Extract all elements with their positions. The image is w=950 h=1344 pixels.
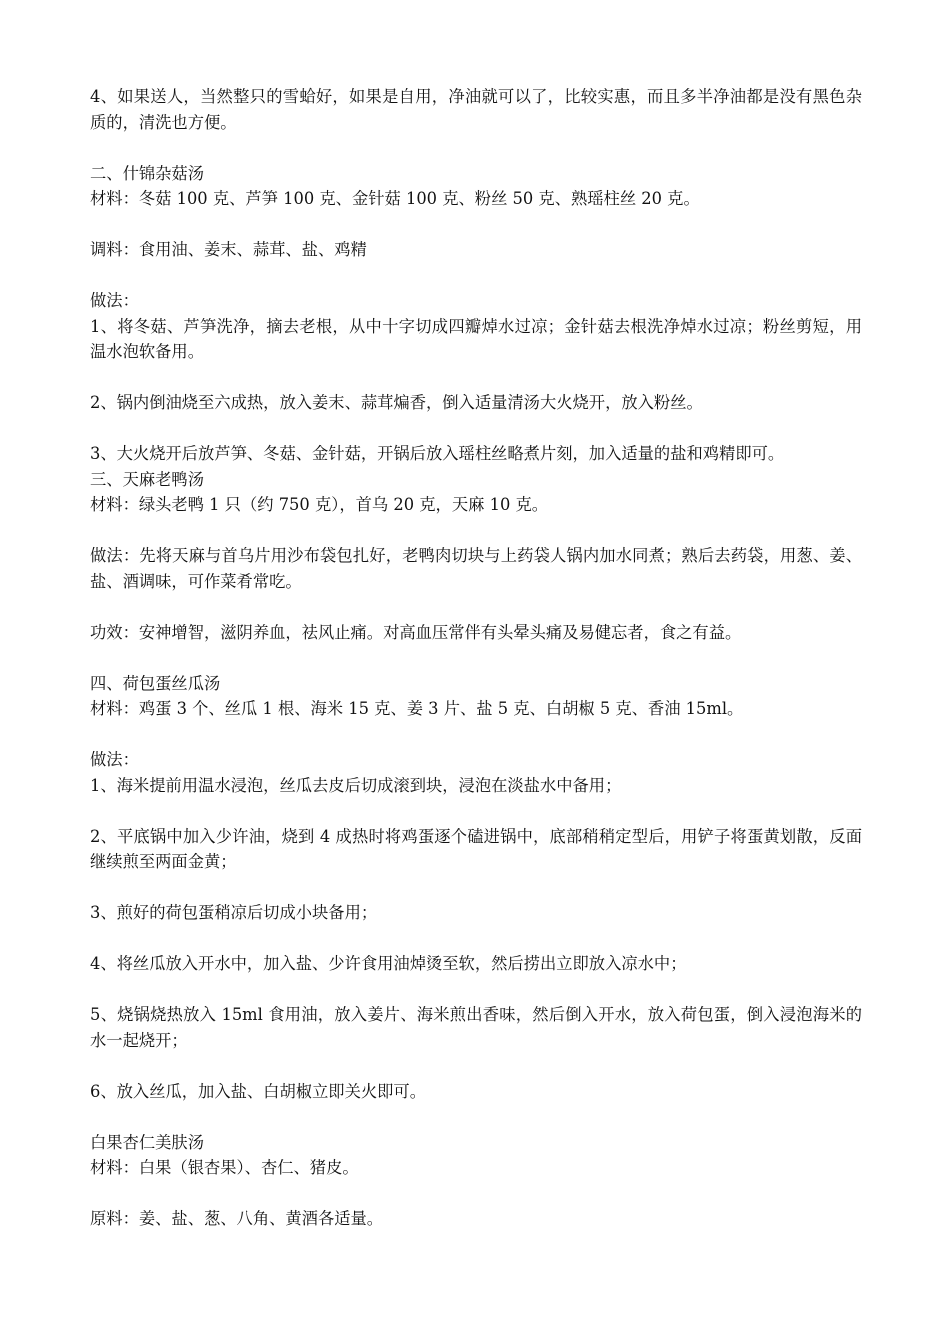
soup5-ingredients: 原料：姜、盐、葱、八角、黄酒各适量。 [90,1209,384,1228]
soup4-step-1: 1、海米提前用温水浸泡，丝瓜去皮后切成滚到块，浸泡在淡盐水中备用； [90,775,622,795]
soup3-method: 做法：先将天麻与首乌片用沙布袋包扎好，老鸭肉切块与上药袋人锅内加水同煮；熟后去药袋，用葱、姜、盐、酒调味，可作菜肴常吃。 [90,546,862,591]
soup4-title: 四、荷包蛋丝瓜汤 [90,673,221,693]
soup5-materials: 材料：白果（银杏果）、杏仁、猪皮。 [90,1158,359,1177]
soup2-step-3: 3、大火烧开后放芦笋、冬菇、金针菇，开锅后放入瑶柱丝略煮片刻，加入适量的盐和鸡精即可。 [90,444,785,463]
intro-item-4: 4、如果送人，当然整只的雪蛤好，如果是自用，净油就可以了，比较实惠，而且多半净油都是没有黑色杂质的，清洗也方便。 [90,87,862,132]
soup2-step-2: 2、锅内倒油烧至六成热，放入姜末、蒜茸煸香，倒入适量清汤大火烧开，放入粉丝。 [90,393,703,412]
soup2-method-label: 做法： [90,291,139,310]
soup2-step-1: 1、将冬菇、芦笋洗净，摘去老根，从中十字切成四瓣焯水过凉；金针菇去根洗净焯水过凉；粉丝剪短，用温水泡软备用。 [90,316,862,361]
soup2-materials: 材料：冬菇 100 克、芦笋 100 克、金针菇 100 克、粉丝 50 克、熟瑶柱丝 20 克。 [90,189,700,208]
soup4-step-4: 4、将丝瓜放入开水中，加入盐、少许食用油焯烫至软，然后捞出立即放入凉水中； [90,954,687,973]
document-page [90,84,862,1232]
soup4-step-2: 2、平底锅中加入少许油，烧到 4 成热时将鸡蛋逐个磕进锅中，底部稍稍定型后，用铲子将蛋黄划散，反面继续煎至两面金黄； [90,826,862,871]
soup3-effect: 功效：安神增智，滋阴养血，祛风止痛。对高血压常伴有头晕头痛及易健忘者，食之有益。 [90,622,742,642]
soup2-seasoning: 调料：食用油、姜末、蒜茸、盐、鸡精 [90,240,367,259]
soup4-step-6: 6、放入丝瓜，加入盐、白胡椒立即关火即可。 [90,1081,426,1101]
soup4-step-3: 3、煎好的荷包蛋稍凉后切成小块备用； [90,903,378,922]
soup2-title: 二、什锦杂菇汤 [90,163,204,183]
soup4-step-5: 5、烧锅烧热放入 15ml 食用油，放入姜片、海米煎出香味，然后倒入开水，放入荷包蛋，倒入浸泡海米的水一起烧开； [90,1005,862,1050]
soup3-materials: 材料：绿头老鸭 1 只（约 750 克），首乌 20 克，天麻 10 克。 [90,495,549,514]
soup4-materials: 材料：鸡蛋 3 个、丝瓜 1 根、海米 15 克、姜 3 片、盐 5 克、白胡椒 5 克、香油 15ml。 [90,699,744,718]
soup3-title: 三、天麻老鸭汤 [90,469,204,489]
soup4-method-label: 做法： [90,750,139,769]
soup5-title: 白果杏仁美肤汤 [90,1132,204,1152]
